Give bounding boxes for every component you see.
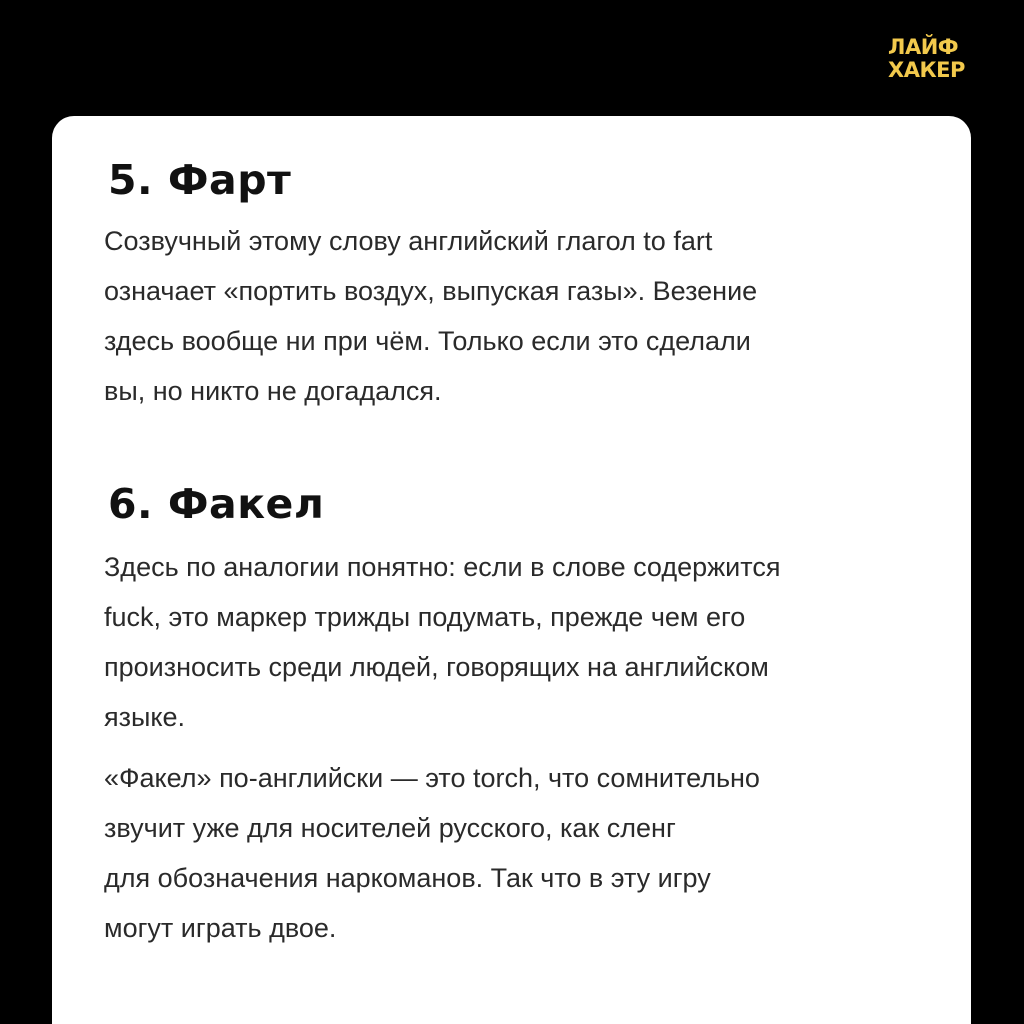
lifehacker-logo bbox=[888, 36, 978, 82]
logo-line-2: ХАКЕР bbox=[888, 58, 965, 82]
paragraph-line: могут играть двое. bbox=[104, 913, 337, 943]
paragraph-line: языке. bbox=[104, 702, 186, 732]
paragraph-line: «Факел» по-английски — это torch, что сомнительно bbox=[104, 763, 760, 793]
paragraph-line: Созвучный этому слову английский глагол to fart bbox=[104, 226, 713, 256]
section-paragraph-fakel-2 bbox=[104, 753, 760, 953]
section-heading-fakel: 6. Факел bbox=[108, 480, 325, 528]
paragraph-line: звучит уже для носителей русского, как сленг bbox=[104, 813, 676, 843]
logo-line-1: ЛАЙФ bbox=[888, 35, 959, 59]
paragraph-line: для обозначения наркоманов. Так что в эту игру bbox=[104, 863, 711, 893]
paragraph-line: означает «портить воздух, выпуская газы». Везение bbox=[104, 276, 758, 306]
paragraph-line: здесь вообще ни при чём. Только если это сделали bbox=[104, 326, 751, 356]
paragraph-line: Здесь по аналогии понятно: если в слове содержится bbox=[104, 552, 781, 582]
paragraph-line: произносить среди людей, говорящих на английском bbox=[104, 652, 769, 682]
section-paragraph-fakel-1 bbox=[104, 542, 780, 742]
content-card bbox=[52, 116, 971, 1024]
paragraph-line: вы, но никто не догадался. bbox=[104, 376, 442, 406]
section-paragraph-fart bbox=[104, 216, 757, 416]
section-heading-fart: 5. Фарт bbox=[108, 156, 292, 204]
paragraph-line: fuck, это маркер трижды подумать, прежде чем его bbox=[104, 602, 746, 632]
